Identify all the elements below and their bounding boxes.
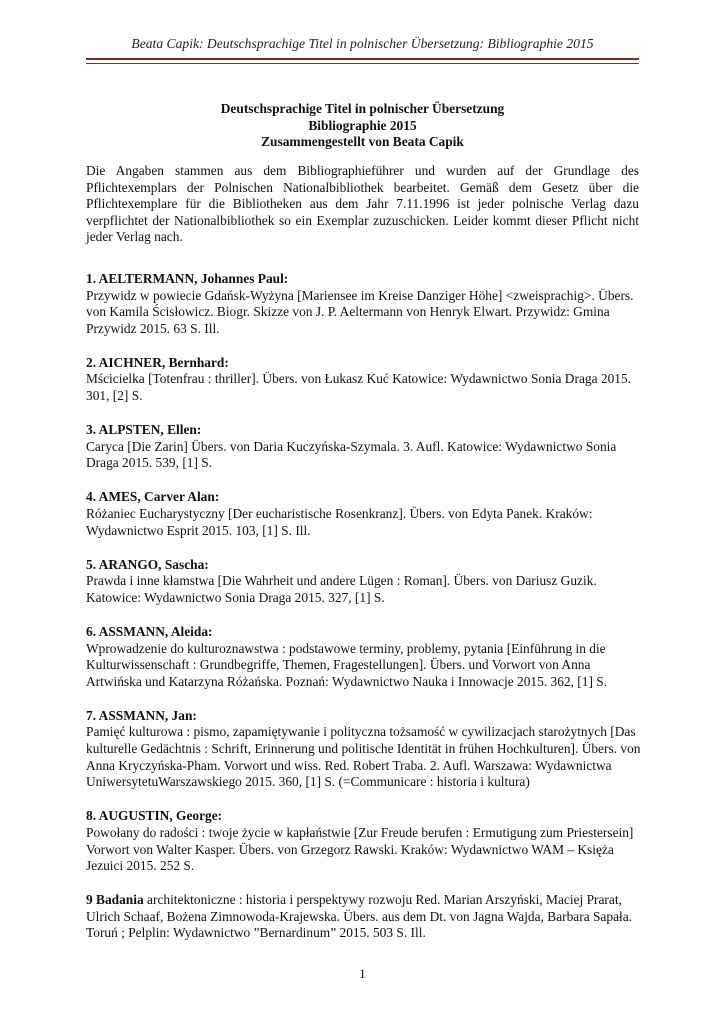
entry-heading: 2. AICHNER, Bernhard: [86,354,229,370]
entry-heading: 3. ALPSTEN, Ellen: [86,422,202,438]
entry-text: Powołany do radości : twoje życie w kapłaństwie [Zur Freude berufen : Ermutigung zum Priestersein] Vorwort von Walter Kasper. Übers. von Grzegorz Rawski. Kraków: Wydawnictwo WAM – Księża Jezuici 2015. 252 S. [86,824,634,874]
bibliography-list [86,271,646,960]
entry-text: architektoniczne : historia i perspektywy rozwoju Red. Marian Arszyński, Maciej Prarat, Ulrich Schaaf, Bożena Zimnowoda-Krajewska. Übers. aus dem Dt. von Jagna Wajda, Barbara Sapała. Toruń ; Pelplin: Wydawnictwo ”Bernardinum” 2015. 503 S. Ill. [86,892,633,941]
header-rule-thin [86,63,639,64]
entry-heading: 6. ASSMANN, Aleida: [86,624,213,639]
title-line-3: Zusammengestellt von Beata Capik [261,134,464,149]
entry-text: Prawda i inne kłamstwa [Die Wahrheit und andere Lügen : Roman]. Übers. von Dariusz Guzik. Katowice: Wydawnictwo Sonia Draga 2015. 327, [1] S. [86,573,597,605]
bibliography-entry [86,355,646,405]
entry-text: Mścicielka [Totenfrau : thriller]. Übers. von Łukasz Kuć Katowice: Wydawnictwo Sonia Draga 2015. 301, [2] S. [86,371,632,404]
bibliography-entry [86,708,646,791]
running-header: Beata Capik: Deutschsprachige Titel in polnischer Übersetzung: Bibliographie 2015 [131,36,594,51]
entry-heading: 9 Badania [86,892,144,908]
intro-paragraph: Die Angaben stammen aus dem Bibliographieführer und wurden auf der Grundlage des Pflichtexemplars der Polnischen Nationalbibliothek bearbeitet. Gemäß dem Gesetz über die Pflichtexemplare für die Bibliotheken aus dem Jahr 7.11.1996 ist jeder polnische Verlag dazu verpflichtet der Nationalbibliothek so ein Exemplar zuzuschicken. Leider kommt dieser Pflicht nicht jeder Verlag nach. [86,163,639,245]
bibliography-entry [86,422,646,472]
bibliography-entry [86,489,646,539]
bibliography-entry [86,892,646,942]
entry-text: Różaniec Eucharystyczny [Der eucharistische Rosenkranz]. Übers. von Edyta Panek. Kraków: Wydawnictwo Esprit 2015. 103, [1] S. Ill. [86,506,593,538]
page-number: 1 [359,966,366,981]
entry-text: Przywidz w powiecie Gdańsk-Wyżyna [Mariensee im Kreise Danziger Höhe] <zweisprachig>. Übers. von Kamila Ścisłowicz. Biogr. Skizze von J. P. Aeltermann von Henryk Elwart. Przywidz: Gmina Przywidz 2015. 63 S. Ill. [86,287,634,336]
bibliography-entry [86,808,646,874]
entry-heading: 7. ASSMANN, Jan: [86,707,197,723]
bibliography-entry [86,557,646,607]
entry-text: Caryca [Die Zarin] Übers. von Daria Kuczyńska-Szymala. 3. Aufl. Katowice: Wydawnictwo Sonia Draga 2015. 539, [1] S. [86,438,617,471]
entry-heading: 5. ARANGO, Sascha: [86,556,209,572]
title-line-1: Deutschsprachige Titel in polnischer Übersetzung [220,101,505,116]
entry-heading: 1. AELTERMANN, Johannes Paul: [86,271,289,286]
title-line-2: Bibliographie 2015 [308,117,417,133]
entry-text: Wprowadzenie do kulturoznawstwa : podstawowe terminy, problemy, pytania [Einführung in die Kulturwissenschaft : Grundbegriffe, Themen, Fragestellungen]. Übers. und Vorwort von Anna Artwińska und Katarzyna Różańska. Poznań: Wydawnictwo Nauka i Innowacje 2015. 362, [1] S. [86,640,608,689]
document-title [86,101,639,151]
entry-heading: 8. AUGUSTIN, George: [86,808,223,824]
header-rule-thick [86,58,639,60]
bibliography-entry [86,624,646,690]
entry-text: Pamięć kulturowa : pismo, zapamiętywanie i polityczna tożsamość w cywilizacjach starożytnych [Das kulturelle Gedächtnis : Schrift, Erinnerung und politische Identität in frühen Hochkulturen]. Übers. von Anna Kryczyńska-Pham. Vorwort und wiss. Red. Robert Traba. 2. Aufl. Warszawa: Wydawnictwa UniwersytetuWarszawskiego 2015. 360, [1] S. (=Communicare : historia i kultura) [86,724,641,790]
entry-heading: 4. AMES, Carver Alan: [86,489,220,505]
bibliography-entry [86,271,646,337]
